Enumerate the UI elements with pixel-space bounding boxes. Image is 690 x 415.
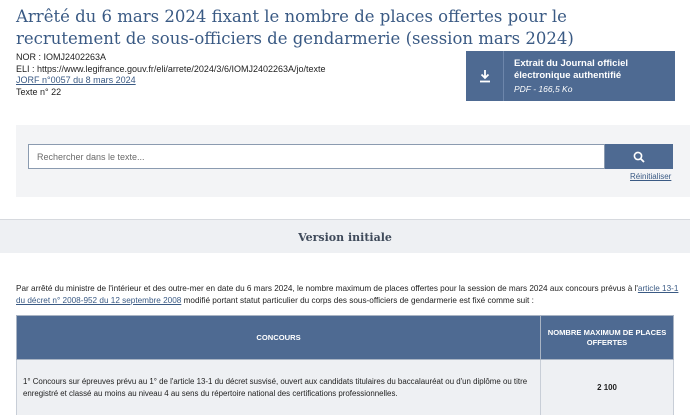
eli-reference: ELI : https://www.legifrance.gouv.fr/eli/arrete/2024/3/6/IOMJ2402263A/jo/texte xyxy=(16,63,326,74)
jorf-link[interactable]: JORF n°0057 du 8 mars 2024 xyxy=(16,75,136,85)
header-concours: CONCOURS xyxy=(17,316,541,360)
jo-extract-title-line2: électronique authentifié xyxy=(514,69,622,81)
places-value: 2 100 xyxy=(541,360,674,415)
paragraph-text-2: modifié portant statut particulier du corps des sous-officiers de gendarmerie est fixé comme suit : xyxy=(181,296,534,305)
jo-extract-title-line1: Extrait du Journal officiel xyxy=(514,57,629,69)
search-input[interactable] xyxy=(28,144,605,169)
table-row xyxy=(17,360,674,415)
decree-article-link[interactable]: article 13-1 du décret n° 2008-952 du 12 septembre 2008 xyxy=(16,284,679,305)
texte-number: Texte n° 22 xyxy=(16,86,62,97)
paragraph-text-1: Par arrêté du ministre de l'intérieur et des outre-mer en date du 6 mars 2024, le nombre maximum de places offertes pour la session de mars 2024 aux concours prévus à l' xyxy=(16,284,638,293)
nor-reference: NOR : IOMJ2402263A xyxy=(16,52,107,62)
download-icon xyxy=(466,51,504,101)
text-metadata xyxy=(16,52,326,98)
places-table xyxy=(16,315,674,415)
concours-description: 1° Concours sur épreuves prévu au 1° de l'article 13-1 du décret susvisé, ouvert aux candidats titulaires du baccalauréat ou d'un diplôme ou titre enregistré et classé au moins au niveau 4 au sens du répertoire national des certifications professionnelles. xyxy=(17,360,541,415)
version-label: Version initiale xyxy=(298,230,392,244)
search-button[interactable] xyxy=(605,144,673,169)
search-placeholder: Rechercher dans le texte... xyxy=(37,151,145,162)
table-header-row xyxy=(17,316,674,360)
header-places: NOMBRE MAXIMUM DE PLACES OFFERTES xyxy=(541,316,674,360)
search-icon xyxy=(633,151,645,163)
version-header xyxy=(0,219,690,253)
search-panel xyxy=(16,125,690,197)
page-title: Arrêté du 6 mars 2024 fixant le nombre de places offertes pour le recrutement de sous-officiers de gendarmerie (session mars 2024) xyxy=(16,7,574,48)
article-paragraph xyxy=(16,283,684,307)
jo-extract-file-info: PDF - 166,5 Ko xyxy=(514,83,573,94)
reset-search-link[interactable]: Réinitialiser xyxy=(630,172,672,181)
download-jo-extract-button[interactable] xyxy=(466,51,675,101)
